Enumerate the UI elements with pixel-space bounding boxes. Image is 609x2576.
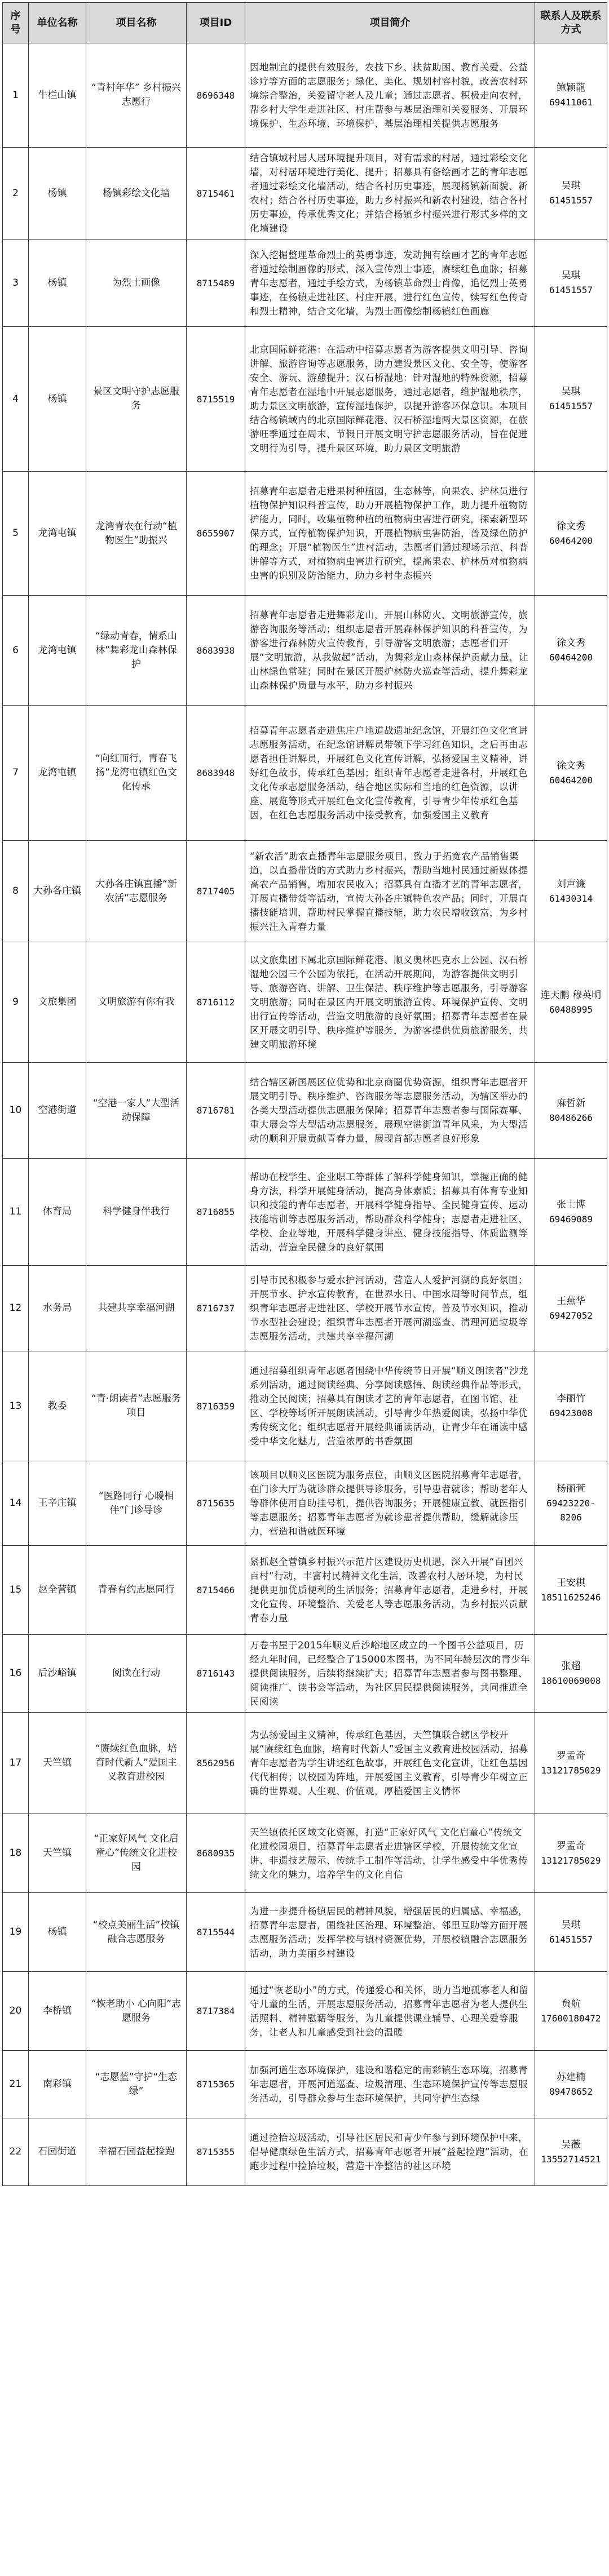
unit-name-cell: 龙湾屯镇	[29, 706, 86, 841]
unit-name-cell: 石园街道	[29, 2118, 86, 2186]
project-summary-cell: 北京国际鲜花港：在活动中招募志愿者为游客提供文明引导、咨询讲解、旅游咨询等志愿服务，助力建设景区文化、安全等，使游客安全、游玩、游憩提升；汉石桥湿地：针对湿地的特殊资源，招募青年志愿者在湿地中开展志愿服务，通过志愿者，维护湿地秩序，助力景区文明旅游，宣传湿地保护，以提升游客环保意识。本项目结合杨镇域内的北京国际鲜花港、汉石桥湿地两大景区资源，在旅游旺季通过在周末、节假日开展文明守护志愿服务活动，旨在促进文明行为引导，提升景区环境，助力景区文明旅游	[245, 327, 535, 472]
project-name-cell: 幸福石园益起捡跑	[86, 2118, 187, 2186]
project-name-cell: “空港一家人”大型活动保障	[86, 1063, 187, 1159]
unit-name-cell: 杨镇	[29, 327, 86, 472]
unit-name-cell: 后沙峪镇	[29, 1635, 86, 1713]
project-id-cell: 8716737	[187, 1266, 245, 1351]
unit-name-cell: 杨镇	[29, 148, 86, 240]
contact-phone: 61451557	[549, 285, 593, 295]
contact-cell	[535, 1063, 607, 1159]
serial-cell: 14	[3, 1461, 29, 1546]
project-id-cell: 8683948	[187, 706, 245, 841]
project-name-cell: “志愿蓝”守护“生态绿”	[86, 2051, 187, 2118]
project-id-cell: 8716855	[187, 1159, 245, 1266]
project-name-cell: “医路同行 心暖相伴”门诊导诊	[86, 1461, 187, 1546]
project-name-cell: 文明旅游有你有我	[86, 942, 187, 1063]
serial-cell: 22	[3, 2118, 29, 2186]
contact-cell	[535, 1814, 607, 1893]
project-name-cell: 大孙各庄镇直播“新农活”志愿服务	[86, 841, 187, 942]
project-name-cell: “正家好风气 文化启童心”传统文化进校园	[86, 1814, 187, 1893]
project-id-cell: 8680935	[187, 1814, 245, 1893]
contact-name: 连天鹏 穆英明	[540, 989, 602, 1001]
col-header-unit: 单位名称	[29, 3, 86, 43]
serial-cell: 12	[3, 1266, 29, 1351]
contact-cell	[535, 2118, 607, 2186]
unit-name-cell: 大孙各庄镇	[29, 841, 86, 942]
unit-name-cell: 龙湾屯镇	[29, 472, 86, 596]
project-summary-cell: 该项目以顺义区医院为服务点位，由顺义区医院招募青年志愿者，在门诊大厅为就诊群众提供导诊服务，引导患者就诊；帮助老年人等群体使用自助挂号机，提供咨询服务；开展健康宣教、就医指引等志愿服务；招募青年志愿者为就诊患者提供帮助，缓解就诊压力，营造和谐就医环境	[245, 1461, 535, 1546]
table-header	[3, 3, 607, 43]
contact-phone: 61451557	[549, 401, 593, 411]
contact-name: 杨丽萱	[557, 1483, 585, 1495]
contact-name: 苏建楠	[557, 2071, 585, 2083]
project-name-cell: “向红而行，青春飞扬”龙湾屯镇红色文化传承	[86, 706, 187, 841]
unit-name-cell: 教委	[29, 1351, 86, 1461]
contact-phone: 61430314	[549, 893, 593, 904]
contact-name: 张超	[561, 1660, 581, 1672]
contact-phone: 17600180472	[541, 2012, 601, 2024]
serial-cell: 11	[3, 1159, 29, 1266]
project-id-cell: 8715461	[187, 148, 245, 240]
contact-cell	[535, 148, 607, 240]
serial-cell: 3	[3, 240, 29, 327]
project-id-cell: 8683938	[187, 596, 245, 706]
table-row	[3, 1159, 607, 1266]
contact-cell	[535, 1972, 607, 2051]
contact-phone: 60464200	[549, 535, 593, 546]
contact-cell	[535, 596, 607, 706]
serial-cell: 9	[3, 942, 29, 1063]
contact-phone: 80486266	[549, 1112, 593, 1123]
project-id-cell: 8715489	[187, 240, 245, 327]
contact-cell	[535, 942, 607, 1063]
contact-phone: 60464200	[549, 774, 593, 786]
project-summary-cell: 招募青年志愿者走进舞彩龙山，开展山林防火、文明旅游宣传，旅游咨询服务等活动；组织志愿者开展森林保护知识的科普宣传，为游客进行森林防火宣传教育，引导游客文明旅游；志愿者们开展“文明旅游，从我做起”活动，为舞彩龙山森林保护贡献力量，让山林绿色常驻；同时在景区开展护林防火巡查等活动，提升舞彩龙山森林保护质量与水平，助力乡村振兴	[245, 596, 535, 706]
unit-name-cell: 杨镇	[29, 1893, 86, 1972]
contact-name: 罗孟奇	[557, 1750, 585, 1762]
contact-phone: 13121785029	[541, 1855, 601, 1866]
project-summary-cell: 帮助在校学生、企业职工等群体了解科学健身知识，掌握正确的健身方法，科学开展健身活动，提高身体素质；招募具有体育专业知识和技能的青年志愿者，开展科学健身指导、全民健身宣传、运动技能培训等志愿服务活动，帮助群众科学健身；志愿者走进社区、学校、企业等地，开展科学健身讲座、健身技能指导、体质监测等活动，营造全民健身的良好氛围	[245, 1159, 535, 1266]
project-summary-cell: “新农活”助农直播青年志愿服务项目，致力于拓宽农产品销售渠道，以直播带货的方式助力乡村振兴，帮助当地村民通过新媒体提高农产品销售，增加农民收入；招募具有直播才艺的青年志愿者，开展直播带货等活动，宣传大孙各庄镇特色农产品；同时，开展直播技能培训，帮助村民掌握直播技能，助力农民增收致富，为乡村振兴注入青春力量	[245, 841, 535, 942]
project-id-cell: 8716143	[187, 1635, 245, 1713]
table-row	[3, 1972, 607, 2051]
project-name-cell: “赓续红色血脉，培育时代新人”爱国主义教育进校园	[86, 1713, 187, 1814]
project-id-cell: 8715355	[187, 2118, 245, 2186]
serial-cell: 2	[3, 148, 29, 240]
contact-cell	[535, 2051, 607, 2118]
serial-cell: 17	[3, 1713, 29, 1814]
project-name-cell: 阅读在行动	[86, 1635, 187, 1713]
contact-cell	[535, 240, 607, 327]
serial-cell: 6	[3, 596, 29, 706]
project-id-cell: 8716359	[187, 1351, 245, 1461]
serial-cell: 16	[3, 1635, 29, 1713]
project-name-cell: 青春有约志愿同行	[86, 1546, 187, 1635]
serial-cell: 21	[3, 2051, 29, 2118]
contact-name: 吴琪	[561, 1919, 581, 1931]
col-header-project: 项目名称	[86, 3, 187, 43]
project-name-cell: 为烈士画像	[86, 240, 187, 327]
contact-name: 徐文秀	[557, 520, 585, 532]
serial-cell: 4	[3, 327, 29, 472]
contact-phone: 13552714521	[541, 2153, 601, 2165]
project-summary-cell: 加强河道生态环境保护，建设和谐稳定的南彩镇生态环境，招募青年志愿者，开展河道巡查、垃圾清理、生态环境保护宣传等志愿服务活动，引导群众参与生态环境保护，共同守护生态绿	[245, 2051, 535, 2118]
project-id-cell: 8717405	[187, 841, 245, 942]
contact-phone: 18610069008	[541, 1675, 601, 1686]
contact-cell	[535, 841, 607, 942]
project-id-cell: 8655907	[187, 472, 245, 596]
col-header-contact: 联系人及联系方式	[535, 3, 607, 43]
contact-name: 李丽竹	[557, 1393, 585, 1404]
project-id-cell: 8696348	[187, 43, 245, 148]
serial-cell: 15	[3, 1546, 29, 1635]
serial-cell: 8	[3, 841, 29, 942]
project-summary-cell: 招募青年志愿者走进焦庄户地道战遗址纪念馆，开展红色文化宣讲志愿服务活动，在纪念馆讲解员带领下学习红色知识，之后再由志愿者担任讲解员，开展红色文化宣传讲解，弘扬爱国主义精神，讲好红色故事，传承红色基因；组织青年志愿者走进各村，开展红色文化传承志愿服务活动，结合地区实际和当地的红色资源，以讲座、展览等形式开展红色文化宣传教育，引导青少年传承红色基因，在红色志愿服务活动中接受教育，加强爱国主义教育	[245, 706, 535, 841]
project-id-cell: 8715365	[187, 2051, 245, 2118]
unit-name-cell: 文旅集团	[29, 942, 86, 1063]
serial-cell: 19	[3, 1893, 29, 1972]
project-name-cell: 龙湾青农在行动“植物医生”助振兴	[86, 472, 187, 596]
project-summary-cell: 天竺镇依托区域文化资源，打造“正家好风气 文化启童心”传统文化进校园项目，招募青年志愿者走进辖区学校，开展传统文化宣讲、非遗技艺展示、传统手工制作等活动，让学生感受中华优秀传统文化的魅力，培养学生的文化自信	[245, 1814, 535, 1893]
unit-name-cell: 王辛庄镇	[29, 1461, 86, 1546]
contact-phone: 13121785029	[541, 1764, 601, 1776]
project-id-cell: 8715466	[187, 1546, 245, 1635]
contact-name: 王燕华	[557, 1295, 585, 1307]
project-id-cell: 8715635	[187, 1461, 245, 1546]
contact-cell	[535, 1893, 607, 1972]
contact-cell	[535, 1159, 607, 1266]
unit-name-cell: 李桥镇	[29, 1972, 86, 2051]
unit-name-cell: 南彩镇	[29, 2051, 86, 2118]
serial-cell: 20	[3, 1972, 29, 2051]
unit-name-cell: 牛栏山镇	[29, 43, 86, 148]
project-summary-cell: 结合辖区新国展区位优势和北京商圈优势资源，组织青年志愿者开展文明引导、秩序维护、咨询服务等志愿服务活动，为辖区举办的各类大型活动提供志愿服务保障；招募青年志愿者参与国际赛事、重大展会等大型活动志愿服务，展现空港街道青年风采，为大型活动的顺利开展贡献青春力量，展现首都志愿者良好形象	[245, 1063, 535, 1159]
contact-phone: 69469089	[549, 1213, 593, 1225]
contact-cell	[535, 1713, 607, 1814]
project-table	[2, 2, 607, 2186]
unit-name-cell: 杨镇	[29, 240, 86, 327]
serial-cell: 18	[3, 1814, 29, 1893]
project-summary-cell: 通过招募组织青年志愿者围绕中华传统节日开展“顺义朗读者”沙龙系列活动，通过阅读经典、分享阅读感悟、朗读经典作品等形式，推动全民阅读；招募具有朗读才艺的青年志愿者，在图书馆、社区、学校等场所开展朗读活动，引导青少年热爱阅读，弘扬中华优秀传统文化；组织志愿者开展经典诵读活动，让青少年在诵读中感受中华文化魅力，营造浓厚的书香氛围	[245, 1351, 535, 1461]
table-row	[3, 148, 607, 240]
contact-cell	[535, 327, 607, 472]
col-header-summary: 项目简介	[245, 3, 535, 43]
project-summary-cell: 万卷书屋于2015年顺义后沙峪地区成立的一个图书公益项目，历经九年时间，已经整合了15000本图书，为不同年龄层次的青少年提供阅读服务，后续将继续扩大；招募青年志愿者参与图书整理、阅读推广、读书会等活动，为社区居民提供阅读服务，共同推进全民阅读	[245, 1635, 535, 1713]
contact-name: 王安棋	[557, 1577, 585, 1589]
project-summary-cell: 结合镇域村居人居环境提升项目，对有需求的村居，通过彩绘文化墙，对村居环境进行美化、提升；招募具有备绘画才艺的青年志愿者通过彩绘文化墙活动，结合各村历史事迹，展现杨镇新面貌、新农村；结合各村历史事迹，助力乡村振兴和新农村建设，结合各村历史事迹，传承优秀文化；并结合杨镇乡村振兴进行形式多样的文化墙建设	[245, 148, 535, 240]
unit-name-cell: 天竺镇	[29, 1814, 86, 1893]
contact-name: 麻哲新	[557, 1097, 585, 1109]
project-name-cell: 杨镇彩绘文化墙	[86, 148, 187, 240]
project-summary-cell: 紧抓赵全营镇乡村振兴示范片区建设历史机遇，深入开展“百团兴百村”行动，丰富村民精神文化生活，改善农村人居环境，为村民提供更加优质便利的生活服务；招募青年志愿者，走进乡村，开展文化宣传、环境整治、关爱老人等志愿服务活动，为乡村振兴贡献青春力量	[245, 1546, 535, 1635]
project-summary-cell: 为进一步提升杨镇居民的精神风貌，增强居民的归属感、幸福感，招募青年志愿者，围绕社区治理、环境整治、邻里互助等方面开展志愿服务活动；发挥学校与镇村资源优势，开展校镇融合志愿服务活动，助力美丽乡村建设	[245, 1893, 535, 1972]
unit-name-cell: 空港街道	[29, 1063, 86, 1159]
table-row	[3, 43, 607, 148]
contact-phone: 69423008	[549, 1408, 593, 1418]
contact-phone: 89478652	[549, 2086, 593, 2097]
contact-name: 吴琪	[561, 386, 581, 397]
contact-cell	[535, 706, 607, 841]
unit-name-cell: 天竺镇	[29, 1713, 86, 1814]
serial-cell: 7	[3, 706, 29, 841]
contact-name: 徐文秀	[557, 760, 585, 772]
contact-cell	[535, 1635, 607, 1713]
table-row	[3, 706, 607, 841]
contact-name: 吴琪	[561, 180, 581, 192]
table-row	[3, 327, 607, 472]
unit-name-cell: 龙湾屯镇	[29, 596, 86, 706]
project-summary-cell: 以文旅集团下属北京国际鲜花港、顺义奥林匹克水上公园、汉石桥湿地公园三个公园为依托，在活动开展期间，为游客提供文明引导、旅游咨询、讲解、卫生保洁、秩序维护等志愿服务，引导游客文明旅游；同时在景区内开展文明旅游宣传、环境保护宣传、文明出行宣传等活动，营造文明旅游的良好氛围；招募青年志愿者在景区开展文明引导、秩序维护等服务，为游客提供优质旅游服务，共建文明旅游环境	[245, 942, 535, 1063]
header-row	[3, 3, 607, 43]
col-header-id: 项目ID	[187, 3, 245, 43]
project-summary-cell: 通过“恢老助小”的方式，传递爱心和关怀，助力当地孤寡老人和留守儿童的生活，开展志愿服务活动，招募青年志愿者为老人提供生活照料、精神慰藉等服务，为儿童提供课业辅导、心理关爱等服务，让老人和儿童感受到社会的温暖	[245, 1972, 535, 2051]
contact-phone: 69423220-8206	[546, 1498, 595, 1523]
contact-phone: 69427052	[549, 1310, 593, 1321]
project-id-cell: 8715544	[187, 1893, 245, 1972]
project-name-cell: “绿动青春，情系山林”舞彩龙山森林保护	[86, 596, 187, 706]
project-summary-cell: 通过捡拾垃圾活动，引导社区居民和青少年参与到环境保护中来，倡导健康绿色生活方式，招募青年志愿者开展“益起捡跑”活动，在跑步过程中捡拾垃圾，营造干净整洁的社区环境	[245, 2118, 535, 2186]
project-name-cell: “恢老助小 心向阳”志愿服务	[86, 1972, 187, 2051]
project-summary-cell: 深入挖掘整理革命烈士的英勇事迹，发动拥有绘画才艺的青年志愿者通过绘制画像的形式，深入宣传烈士事迹，赓续红色血脉；招募青年志愿者，通过手绘方式，为杨镇革命烈士肖像，追忆烈士英勇事迹，在杨镇走进社区、村庄开展，进行红色宣传，续写红色传奇和烈士精神，结合文化墙，为烈士画像绘制杨镇红色画廊	[245, 240, 535, 327]
contact-name: 刘声濂	[557, 878, 585, 890]
contact-name: 吴琪	[561, 270, 581, 281]
col-header-serial: 序号	[3, 3, 29, 43]
contact-name: 吴薇	[561, 2139, 581, 2151]
project-id-cell: 8715519	[187, 327, 245, 472]
table-row	[3, 841, 607, 942]
project-name-cell: 共建共享幸福河湖	[86, 1266, 187, 1351]
serial-cell: 5	[3, 472, 29, 596]
serial-cell: 10	[3, 1063, 29, 1159]
contact-phone: 18511625246	[541, 1591, 601, 1603]
contact-cell	[535, 43, 607, 148]
unit-name-cell: 体育局	[29, 1159, 86, 1266]
table-row	[3, 1814, 607, 1893]
contact-phone: 61451557	[549, 195, 593, 206]
contact-phone: 60488995	[549, 1004, 593, 1015]
contact-phone: 60464200	[549, 652, 593, 663]
serial-cell: 1	[3, 43, 29, 148]
table-row	[3, 2118, 607, 2186]
table-body	[3, 43, 607, 2186]
contact-cell	[535, 1546, 607, 1635]
table-row	[3, 942, 607, 1063]
contact-cell	[535, 1461, 607, 1546]
contact-name: 张士博	[557, 1199, 585, 1211]
contact-cell	[535, 472, 607, 596]
table-row	[3, 1063, 607, 1159]
project-name-cell: “青村年华” 乡村振兴志愿行	[86, 43, 187, 148]
project-name-cell: 景区文明守护志愿服务	[86, 327, 187, 472]
table-row	[3, 1713, 607, 1814]
table-row	[3, 1635, 607, 1713]
table-row	[3, 472, 607, 596]
unit-name-cell: 水务局	[29, 1266, 86, 1351]
contact-phone: 69411061	[549, 97, 593, 108]
table-row	[3, 240, 607, 327]
table-row	[3, 1893, 607, 1972]
contact-cell	[535, 1266, 607, 1351]
unit-name-cell: 赵全营镇	[29, 1546, 86, 1635]
table-row	[3, 1546, 607, 1635]
project-summary-cell: 为弘扬爱国主义精神，传承红色基因，天竺镇联合辖区学校开展“赓续红色血脉，培育时代新人”爱国主义教育进校园活动，招募青年志愿者为学生讲述红色故事，开展红色文化宣讲，让红色基因代代相传；以校园为阵地，开展爱国主义教育，引导青少年树立正确的世界观、人生观、价值观，厚植爱国主义情怀	[245, 1713, 535, 1814]
table-row	[3, 596, 607, 706]
project-name-cell: 科学健身伴我行	[86, 1159, 187, 1266]
project-id-cell: 8717384	[187, 1972, 245, 2051]
contact-phone: 61451557	[549, 1934, 593, 1945]
serial-cell: 13	[3, 1351, 29, 1461]
table-row	[3, 1461, 607, 1546]
contact-name: 鲍颖龍	[557, 82, 585, 94]
project-name-cell: “校点美丽生活”校镇融合志愿服务	[86, 1893, 187, 1972]
table-row	[3, 2051, 607, 2118]
project-name-cell: “青·朗读者”志愿服务项目	[86, 1351, 187, 1461]
contact-name: 徐文秀	[557, 637, 585, 649]
project-id-cell: 8716112	[187, 942, 245, 1063]
project-summary-cell: 因地制宜的提供有效服务，农技下乡、扶贫助困、教育关爱、公益诊疗等方面的志愿服务；绿化、美化、规划村容村貌，改善农村环境综合整治，关爱留守老人及儿童；通过志愿者、积极走向农村，帮乡村大学生走进社区、村庄帮参与基层治理和关爱服务、开展环境保护、生态环境、环境保护、基层治理相关提供志愿服务	[245, 43, 535, 148]
contact-name: 贠航	[561, 1998, 581, 2010]
project-id-cell: 8562956	[187, 1713, 245, 1814]
project-summary-cell: 引导市民积极参与爱水护河活动，营造人人爱护河湖的良好氛围；开展节水、护水宣传教育，在世界水日、中国水周等时间节点，组织青年志愿者走进社区、学校开展节水宣传，普及节水知识，推动节水型社会建设；组织青年志愿者开展河湖巡查、清理河道垃圾等志愿服务活动，共建共享幸福河湖	[245, 1266, 535, 1351]
project-id-cell: 8716781	[187, 1063, 245, 1159]
table-row	[3, 1351, 607, 1461]
contact-cell	[535, 1351, 607, 1461]
table-row	[3, 1266, 607, 1351]
contact-name: 罗孟奇	[557, 1840, 585, 1852]
project-summary-cell: 招募青年志愿者走进果树种植园，生态林等，向果农、护林员进行植物保护知识科普宣传，助力开展植物保护工作，助力提升植物防护能力，同时，收集植物种植的植物病虫害进行研究，探索新型环保方式，宣传植物保护知识，开展植物病虫害防治，普及绿色防护的理念；开展“植物医生”进村活动，志愿者们通过现场示范、科普讲解等方式，对植物病虫害进行研究，提高果农、护林员对植物病虫害的识别及防治能力，助力乡村生态振兴	[245, 472, 535, 596]
